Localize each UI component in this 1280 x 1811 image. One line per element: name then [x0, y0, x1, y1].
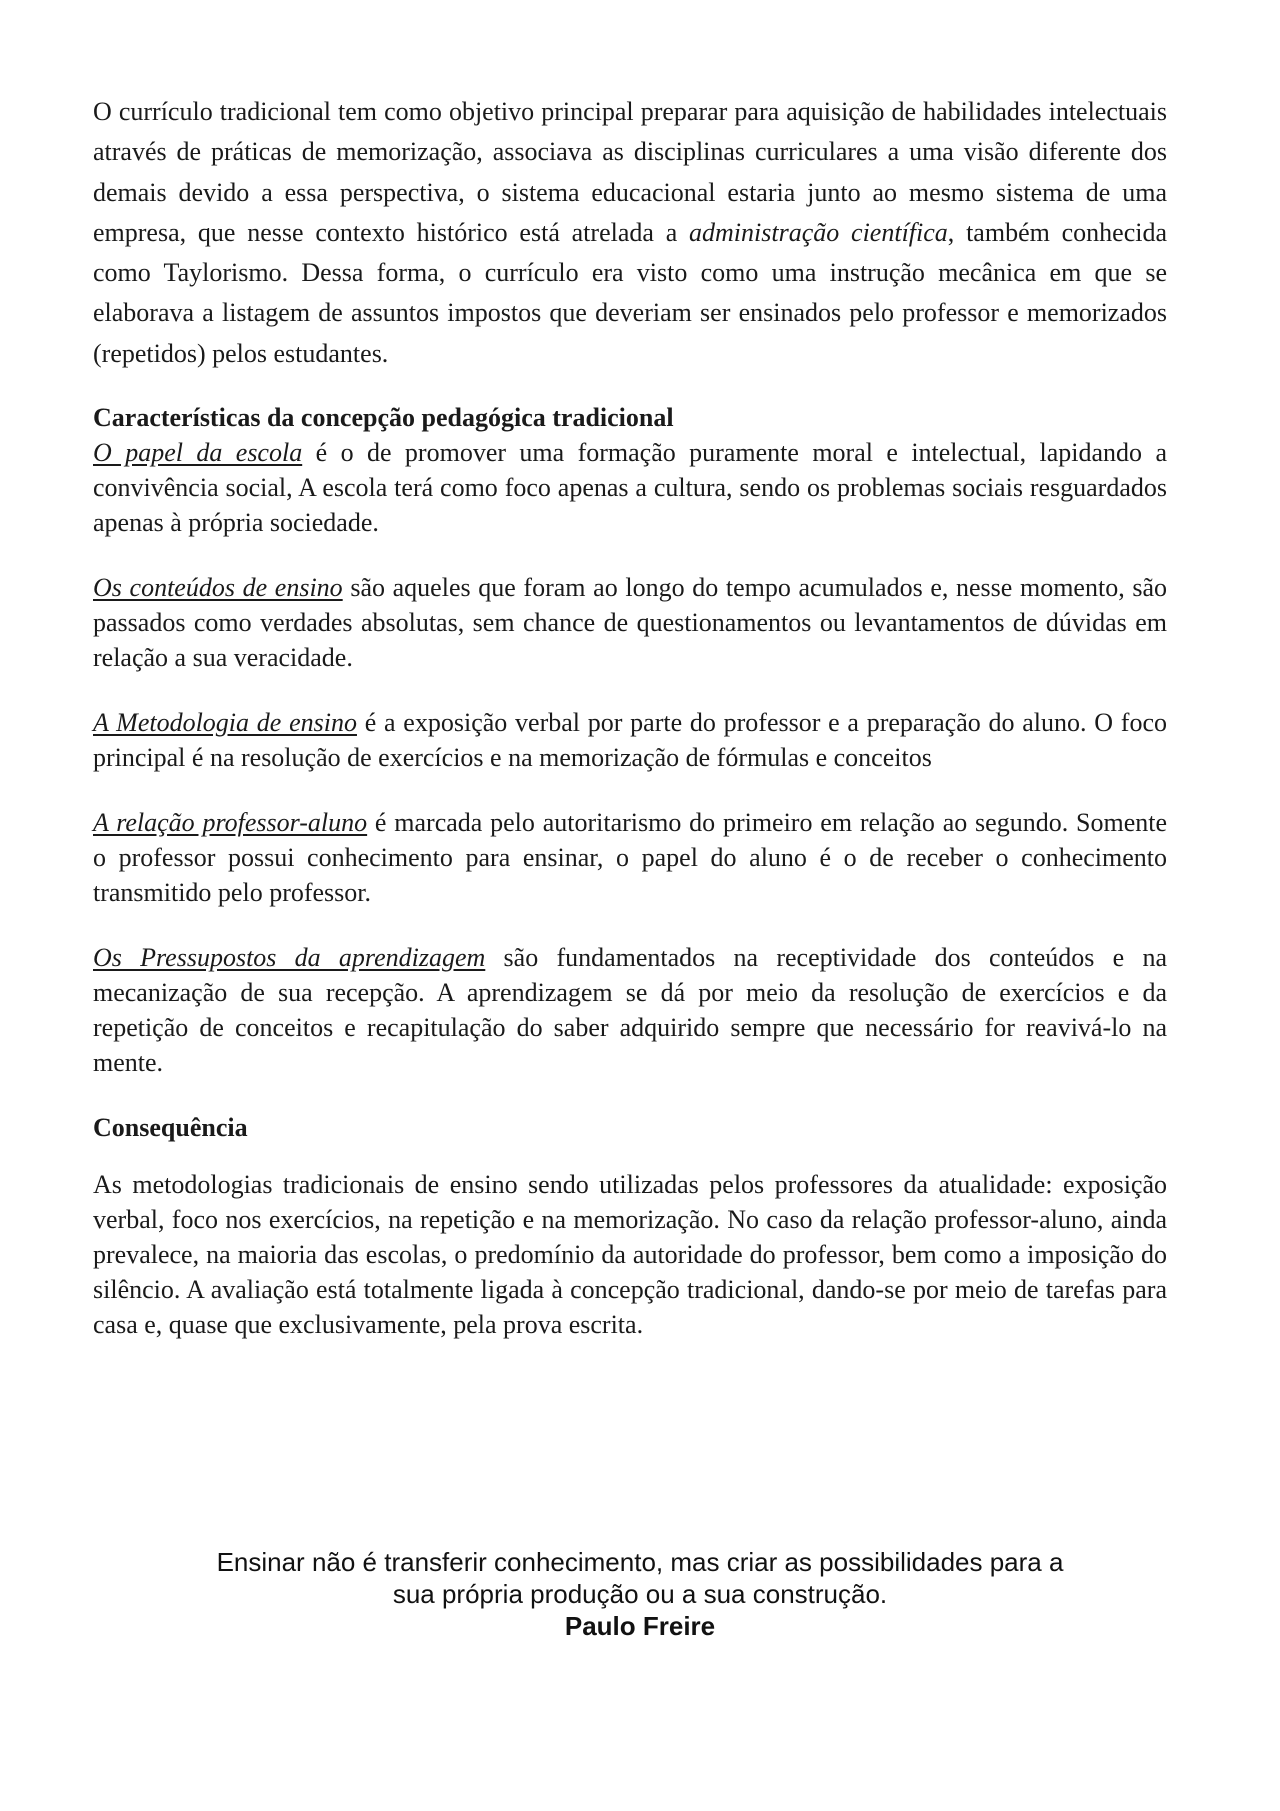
characteristic-term: A Metodologia de ensino	[93, 708, 357, 738]
characteristic-term: O papel da escola	[93, 438, 303, 468]
consequence-heading: Consequência	[93, 1113, 248, 1143]
intro-paragraph	[93, 92, 1167, 374]
intro-italic-term: administração científica	[689, 217, 948, 247]
intro-text-end: , também conhecida como Taylorismo. Dessa forma, o currículo era visto como uma instrução mecânica em que se elaborava a listagem de assuntos impostos que deveriam ser ensinados pelo professor e memorizados (repetidos) pelos estudantes.	[93, 217, 1168, 368]
intro-text-start: O currículo tradicional tem como objetivo principal preparar para aquisição de habilidades intelectuais através de práticas de memorização, associava as disciplinas curriculares a uma visão diferente dos demais devido a essa perspectiva, o sistema educacional estaria junto ao mesmo sistema de uma empresa, que nesse contexto histórico está atrelada a	[93, 97, 1167, 247]
characteristic-term: Os conteúdos de ensino	[93, 573, 343, 603]
characteristic-paragraph-methodology	[93, 705, 1167, 775]
characteristics-heading: Características da concepção pedagógica tradicional	[93, 403, 674, 433]
characteristic-text: é a exposição verbal por parte do professor e a preparação do aluno. O foco principal é na resolução de exercícios e na memorização de fórmulas e conceitos	[93, 708, 1167, 773]
characteristic-text: são fundamentados na receptividade dos conteúdos e na mecanização de sua recepção. A aprendizagem se dá por meio da resolução de exercícios e da repetição de conceitos e recapitulação do saber adquirido sempre que necessário for reavivá-lo na mente.	[93, 943, 1167, 1078]
characteristic-paragraph-learning	[93, 940, 1167, 1080]
document-page	[93, 92, 1167, 1342]
consequence-paragraph: As metodologias tradicionais de ensino sendo utilizadas pelos professores da atualidade: exposição verbal, foco nos exercícios, na repetição e na memorização. No caso da relação professor-aluno, ainda prevalece, na maioria das escolas, o predomínio da autoridade do professor, bem como a imposição do silêncio. A avaliação está totalmente ligada à concepção tradicional, dando-se por meio de tarefas para casa e, quase que exclusivamente, pela prova escrita.	[93, 1170, 1167, 1340]
quote-author: Paulo Freire	[564, 1611, 716, 1641]
characteristic-text: são aqueles que foram ao longo do tempo acumulados e, nesse momento, são passados como verdades absolutas, sem chance de questionamentos ou levantamentos de dúvidas em relação a sua veracidade.	[93, 573, 1167, 673]
characteristic-paragraph-contents	[93, 570, 1167, 675]
characteristic-term: A relação professor-aluno	[93, 808, 368, 838]
quote-block	[0, 1546, 1280, 1642]
quote-line-2: sua própria produção ou a sua construção.	[392, 1579, 888, 1609]
characteristic-paragraph-relation	[93, 805, 1167, 910]
quote-line-1: Ensinar não é transferir conhecimento, mas criar as possibilidades para a	[216, 1547, 1064, 1577]
characteristic-text: é o de promover uma formação puramente moral e intelectual, lapidando a convivência social, A escola terá como foco apenas a cultura, sendo os problemas sociais resguardados apenas à própria sociedade.	[93, 438, 1167, 538]
characteristic-text: é marcada pelo autoritarismo do primeiro em relação ao segundo. Somente o professor possui conhecimento para ensinar, o papel do aluno é o de receber o conhecimento transmitido pelo professor.	[93, 808, 1167, 908]
characteristic-paragraph-role	[93, 435, 1167, 540]
characteristic-term: Os Pressupostos da aprendizagem	[93, 943, 486, 973]
